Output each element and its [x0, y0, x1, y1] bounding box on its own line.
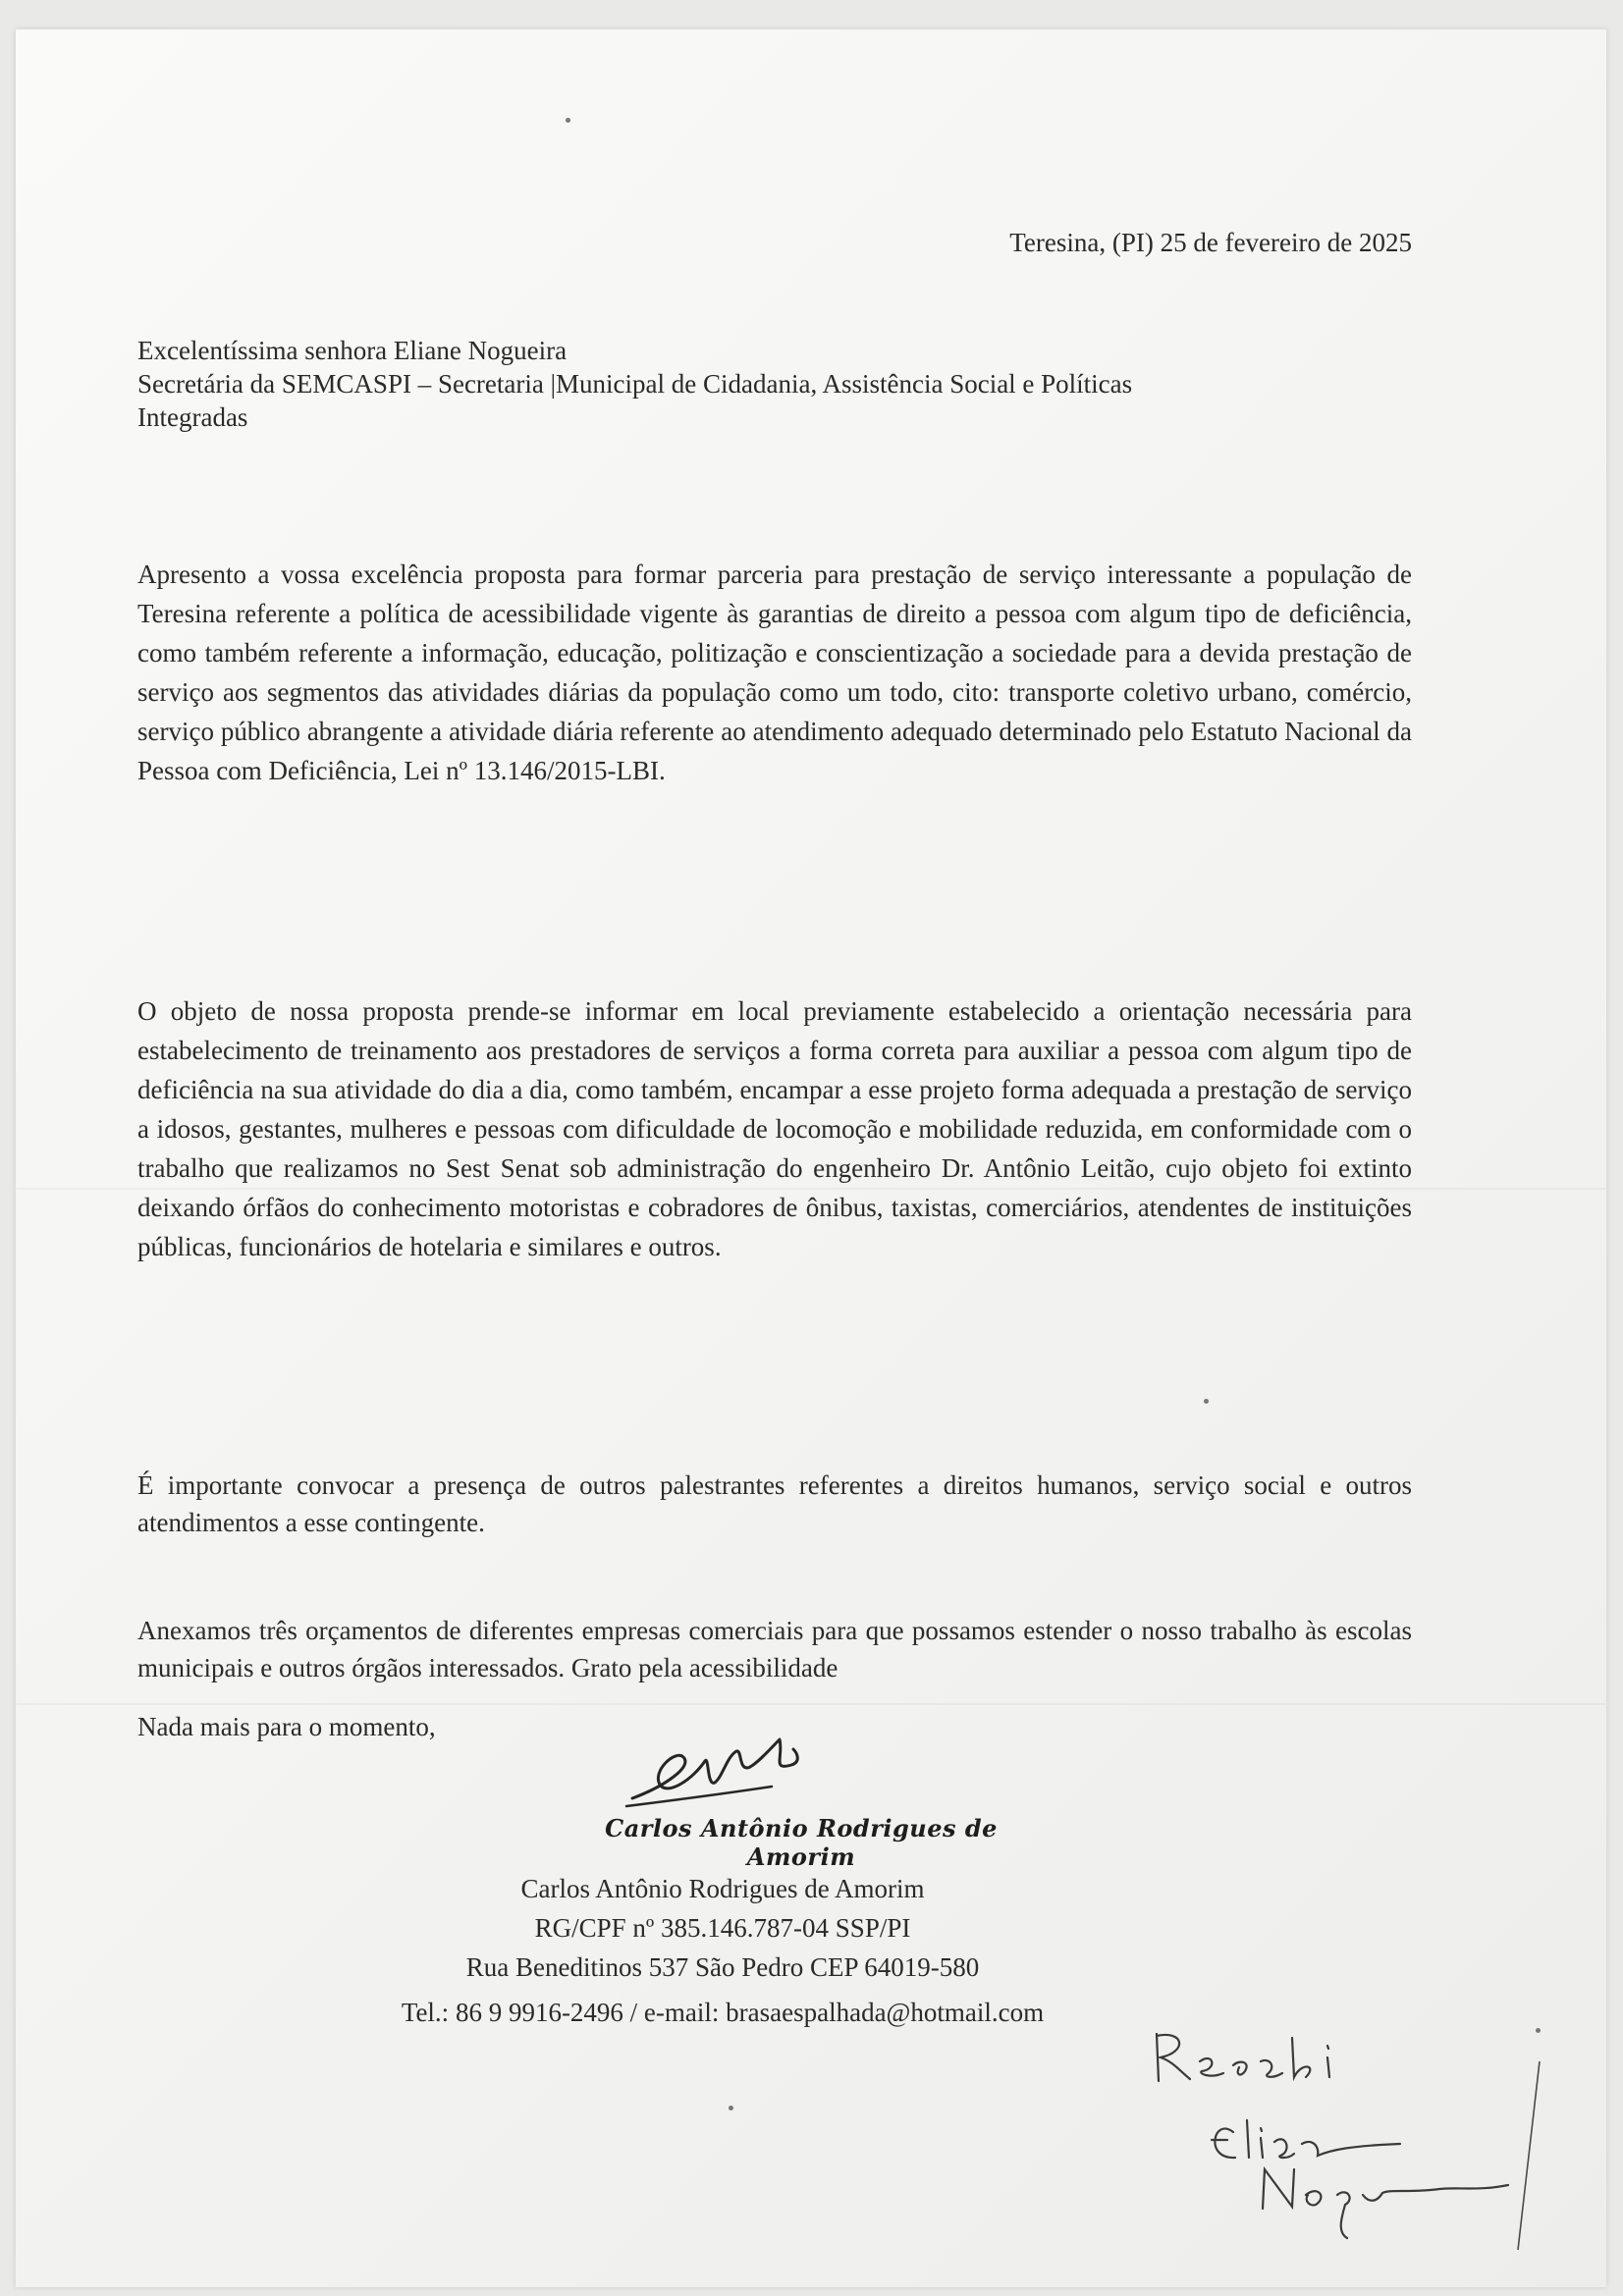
letter-page	[16, 29, 1606, 2287]
signature-scribble	[624, 1728, 821, 1816]
name-stamp: Carlos Antônio Rodrigues de Amorim	[605, 1814, 998, 1871]
paper-crease	[16, 1703, 1606, 1705]
handwritten-receipt-note	[1145, 2022, 1557, 2258]
body-paragraph-1: Apresento a vossa excelência proposta para formar parceria para prestação de serviço interessante a população de Teresina referente a política de acessibilidade vigente às garantias de direito a pessoa com algum tipo de deficiência, como também referente a informação, educação, politização e conscientização a sociedade para a devida prestação de serviço aos segmentos das atividades diárias da população como um todo, cito: transporte coletivo urbano, comércio, serviço público abrangente a atividade diária referente ao atendimento adequado determinado pelo Estatuto Nacional da Pessoa com Deficiência, Lei nº 13.146/2015-LBI.	[137, 560, 1412, 785]
speck	[1204, 1399, 1209, 1404]
sender-address: Rua Beneditinos 537 São Pedro CEP 64019-580	[465, 1952, 980, 1982]
addressee-name: Excelentíssima senhora Eliane Nogueira	[137, 336, 568, 365]
body-paragraph-3: É importante convocar a presença de outros palestrantes referentes a direitos humanos, serviço social e outros atendimentos a esse contingente.	[137, 1470, 1412, 1537]
sender-id: RG/CPF nº 385.146.787-04 SSP/PI	[534, 1913, 911, 1943]
sender-contact: Tel.: 86 9 9916-2496 / e-mail: brasaespalhada@hotmail.com	[401, 1998, 1045, 2027]
speck	[566, 118, 570, 123]
addressee-title: Secretária da SEMCASPI – Secretaria |Municipal de Cidadania, Assistência Social e Políticas	[137, 369, 1133, 399]
body-paragraph-2: O objeto de nossa proposta prende-se informar em local previamente estabelecido a orientação necessária para estabelecimento de treinamento aos prestadores de serviços a forma correta para auxiliar a pessoa com algum tipo de deficiência na sua atividade do dia a dia, como também, encampar a esse projeto forma adequada a prestação de serviço a idosos, gestantes, mulheres e pessoas com dificuldade de locomoção e mobilidade reduzida, em conformidade com o trabalho que realizamos no Sest Senat sob administração do engenheiro Dr. Antônio Leitão, cujo objeto foi extinto deixando órfãos do conhecimento motoristas e cobradores de ônibus, taxistas, comerciários, atendentes de instituições públicas, funcionários de hotelaria e similares e outros.	[137, 996, 1412, 1261]
sender-name: Carlos Antônio Rodrigues de Amorim	[520, 1874, 925, 1903]
closing-line: Nada mais para o momento,	[137, 1712, 436, 1741]
addressee-block	[137, 334, 1414, 434]
sender-block	[340, 1869, 1106, 2032]
letter-date: Teresina, (PI) 25 de fevereiro de 2025	[1009, 228, 1412, 257]
body-paragraph-4: Anexamos três orçamentos de diferentes empresas comerciais para que possamos estender o nosso trabalho às escolas municipais e outros órgãos interessados. Grato pela acessibilidade	[137, 1616, 1412, 1682]
addressee-title-cont: Integradas	[137, 402, 248, 432]
speck	[729, 2106, 733, 2110]
